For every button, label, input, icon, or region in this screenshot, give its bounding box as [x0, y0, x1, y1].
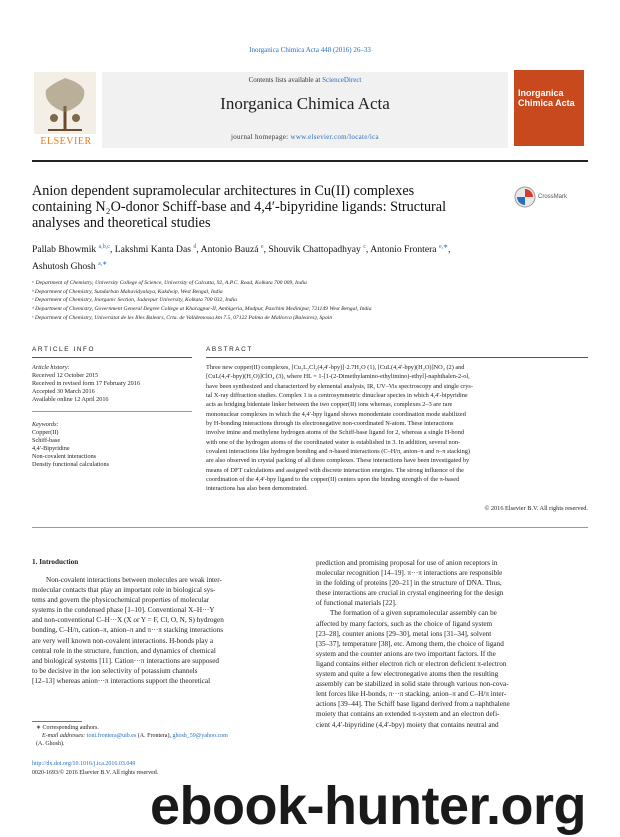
- email-owner: (A. Ghosh).: [36, 741, 65, 747]
- body-line: Non-covalent interactions between molecules are weak inter-: [46, 576, 222, 584]
- crossmark-label[interactable]: CrossMark: [538, 194, 568, 200]
- section-heading-introduction: 1. Introduction: [32, 558, 79, 566]
- body-line: systems in the condensed phase [1–10]. Conventional X–H···Y: [32, 606, 215, 615]
- article-title: [32, 183, 502, 231]
- abstract-line: mononuclear complexes in which the 4,4′-bpy ligand shows monodentate coordination mode stabilized: [206, 410, 466, 418]
- email-link[interactable]: toni.frontera@uib.es: [86, 733, 137, 739]
- abstract-line: involve imine and methylene hydrogen atoms of the Schiff-base ligand for 2, whereas a single H-bond: [206, 429, 464, 437]
- keywords-label: Keywords:: [32, 421, 59, 428]
- abstract-line: coordination of the 4,4′-bpy ligand to the copper(II) centers upon the binding strength of the π-based: [206, 476, 460, 484]
- keyword: 4,4′-Bipyridine: [32, 445, 70, 452]
- journal-title: Inorganica Chimica Acta: [220, 94, 390, 113]
- abstract-line: with one of the hydrogen atoms of the coordinated water is established in 3. In addition, several non-: [206, 438, 461, 446]
- right-column-text: [316, 558, 588, 730]
- abstract-line: means of DFT calculations and assigned with discrete interaction energies. The strong influence of the: [206, 466, 464, 474]
- left-column-text: [32, 575, 300, 686]
- body-line: of functional materials [22].: [316, 599, 397, 608]
- body-line: these interactions are crucial in crystal engineering for the design: [316, 589, 504, 598]
- body-line: lent forces like H-bonds, π···π stacking, anion–π and C–H/π inter-: [316, 690, 507, 699]
- email-owner: (A. Frontera),: [136, 733, 173, 739]
- keyword: Copper(II): [32, 429, 59, 436]
- author-list: Pallab Bhowmik $^{a,b,c}$, Lakshmi Kanta Das $^d$, Antonio Bauzá $^e$, Shouvik Chattopadhyay $^c$, Antonio Frontera $^{e,∗}$, Ashutosh Ghosh $^{a,∗}$: [32, 244, 451, 273]
- affiliation: ᵃ Department of Chemistry, University College of Science, University of Calcutta, 92, A.P.C. Road, Kolkata 700 009, India: [32, 280, 307, 286]
- abstract-line: covalent interactions like hydrogen bonding and π-based interactions (C–H/π, anion–π and π–π stacking): [206, 448, 471, 456]
- abstract-heading: ABSTRACT: [206, 346, 253, 353]
- abstract-line: by H-bonding interactions through its electronegative non-coordinated N-atom. These interactions: [206, 420, 454, 428]
- keyword: Density functional calculations: [32, 461, 109, 468]
- email-addresses: [36, 732, 306, 740]
- body-line: system and the counter anions are two important factors. If the: [316, 649, 496, 658]
- body-line: prediction and promising proposal for use of anion receptors in: [316, 559, 498, 567]
- affiliation: ᶜ Department of Chemistry, Inorganic Section, Jadavpur University, Kolkata 700 032, India: [32, 297, 237, 304]
- crossmark-icon[interactable]: [514, 186, 536, 208]
- title-line-1: Anion dependent supramolecular architectures in Cu(II) complexes: [32, 183, 415, 199]
- doi-link[interactable]: http://dx.doi.org/10.1016/j.ica.2016.03.049: [32, 761, 136, 767]
- corresponding-authors-note: ∗ Corresponding authors.: [36, 725, 99, 731]
- body-line: molecular recognition [14–19]. π···π interactions are responsible: [316, 569, 503, 578]
- body-line: actions [39–44]. The Schiff base ligand derived from a naphthalene: [316, 700, 510, 709]
- keyword: Schiff-base: [32, 437, 61, 444]
- affiliation: ᵈ Department of Chemistry, Government General Degree College at Kharagpur-II, Ambigeria, Madpur, Paschim Medinipur, 721149 West Bengal, India: [32, 306, 372, 313]
- history-item: Received 12 October 2015: [32, 372, 99, 379]
- footnote-rule: [32, 721, 82, 722]
- title-line-3: analyses and theoretical studies: [32, 215, 211, 231]
- email-link[interactable]: ghosh_59@yahoo.com: [172, 733, 228, 739]
- body-line: [12–13] whereas anion···π interactions support the theoretical: [32, 676, 211, 685]
- body-line: system and quite a few electronegative atoms then the resulting: [316, 670, 499, 679]
- author[interactable]: Pallab Bhowmik $^{a,b,c}$: [32, 244, 110, 256]
- body-line: in the folding of proteins [20–21] in the structure of DNA. Thus,: [316, 579, 502, 588]
- body-line: The formation of a given supramolecular assembly can be: [330, 609, 497, 618]
- homepage-prefix: journal homepage:: [231, 133, 291, 141]
- history-item: Accepted 30 March 2016: [32, 388, 95, 395]
- body-line: ligand contains either electron rich or electron deficient π-electron: [316, 659, 507, 668]
- body-line: [35–37], temperature [38], etc. Among them, the choice of ligand: [316, 639, 504, 648]
- body-line: tems and govern the physicochemical properties of molecular: [32, 596, 210, 605]
- keyword: Non-covalent interactions: [32, 453, 97, 460]
- abstract-line: interactions has also been demonstrated.: [206, 485, 308, 493]
- body-line: moiety that contains an extended π-system and an electron defi-: [316, 710, 500, 719]
- article-info-rule: [32, 357, 192, 358]
- footnote: [36, 724, 306, 748]
- body-line: [23–28], counter anions [29–30], metal ions [31–34], solvent: [316, 629, 492, 638]
- abstract-line: tal X-ray diffraction studies. Complex 1 is a centrosymmetric dinuclear species in which 4,4′-bipyridine: [206, 392, 468, 400]
- title-line-2: containing N₂O-donor Schiff-base and 4,4′-bipyridine ligands: Structural: [32, 199, 447, 215]
- body-line: to be decisive in the ion selectivity of potassium channels: [32, 666, 198, 675]
- issn-line: 0020-1693/© 2016 Elsevier B.V. All rights reserved.: [32, 770, 159, 776]
- history-item: Received in revised form 17 February 2016: [32, 380, 140, 387]
- body-line: molecular contacts that play an important role in biological sys-: [32, 586, 216, 595]
- history-item: Available online 12 April 2016: [32, 396, 109, 403]
- author[interactable]: Lakshmi Kanta Das $^d$: [114, 244, 197, 256]
- author[interactable]: Antonio Bauzá $^e$: [200, 244, 264, 256]
- affiliation-list: [32, 279, 588, 323]
- journal-homepage-line: [102, 133, 508, 141]
- cover-title: Inorganica Chimica Acta: [518, 88, 575, 108]
- abstract-copyright: © 2016 Elsevier B.V. All rights reserved.: [484, 505, 588, 512]
- abstract-line: [CuL(4,4′-bpy)(H₂O)]ClO₄ (3), where HL = 1-[1-(2-Dimethylamino-ethylimino)-ethyl]-naphthalen-2-ol,: [206, 373, 470, 381]
- email-label: E-mail addresses:: [42, 733, 87, 739]
- body-line: bonding, C–H/π, cation–π, anion–π and π···π stacking interactions: [32, 626, 224, 635]
- header-rule: [32, 160, 588, 162]
- abstract-line: Three new copper(II) complexes, [Cu₂L₂Cl₂(4,4′-bpy)]·2.7H₂O (1), [CuL(4,4′-bpy)(H₂O)]NO₃ (2) and: [206, 364, 465, 371]
- body-line: central role in the structure, function, and dynamics of chemical: [32, 646, 216, 655]
- sciencedirect-link[interactable]: ScienceDirect: [322, 76, 362, 84]
- author[interactable]: Shouvik Chattopadhyay $^c$: [268, 244, 366, 256]
- abstract-line: have been synthesized and characterized by elemental analysis, IR, UV–Vis spectroscopy and single crys-: [206, 382, 473, 390]
- affiliation: ᵉ Department of Chemistry, Universitat de les Illes Balears, Crta. de Valldemossa km 7.5, 07122 Palma de Mallorca (Baleares), Spain: [32, 314, 333, 321]
- body-line: and non-conventional C–H···X (X or Y = F, Cl, O, N, S) hydrogen: [32, 616, 224, 625]
- body-line: assembly can be stabilized in solid state through various non-cova-: [316, 680, 509, 689]
- keywords: [32, 421, 197, 469]
- body-line: are very well known non-covalent interactions. H-bonds play a: [32, 636, 214, 645]
- body-line: affected by many factors, such as the choice of ligand system: [316, 619, 493, 628]
- author[interactable]: Ashutosh Ghosh $^{a,∗}$: [32, 261, 108, 273]
- abstract-bottom-rule: [32, 527, 588, 528]
- abstract-line: acts as bridging bidentate linker between the two copper(II) ions whereas, complexes 2–3 are rare: [206, 401, 453, 409]
- article-info-heading: ARTICLE INFO: [32, 346, 96, 353]
- journal-cover-image: [514, 70, 584, 146]
- author[interactable]: Antonio Frontera $^{e,∗}$: [370, 244, 449, 256]
- abstract-rule: [206, 357, 588, 358]
- abstract-text: [206, 363, 588, 494]
- body-line: and biological systems [11]. Cation···π interactions are supposed: [32, 656, 219, 665]
- history-label: Article history:: [32, 364, 70, 371]
- abstract-line: are also observed in crystal packing of all three complexes. These interactions have been investigated by: [206, 457, 470, 465]
- affiliation: ᵇ Department of Chemistry, Sundarban Mahavidyalaya, Kakdwip, West Bengal, India: [32, 288, 223, 295]
- contents-line: [102, 76, 508, 84]
- journal-reference[interactable]: Inorganica Chimica Acta 448 (2016) 26–33: [249, 46, 371, 54]
- article-history: [32, 364, 197, 404]
- keywords-rule: [32, 411, 192, 412]
- homepage-link[interactable]: www.elsevier.com/locate/ica: [290, 133, 379, 141]
- watermark: ebook-hunter.org: [150, 776, 586, 836]
- publisher-logo-text: ELSEVIER: [40, 136, 92, 147]
- body-line: cient 4,4′-bipyridine (4,4′-bpy) moiety that contains neutral and: [316, 720, 499, 729]
- contents-prefix: Contents lists available at: [248, 76, 323, 84]
